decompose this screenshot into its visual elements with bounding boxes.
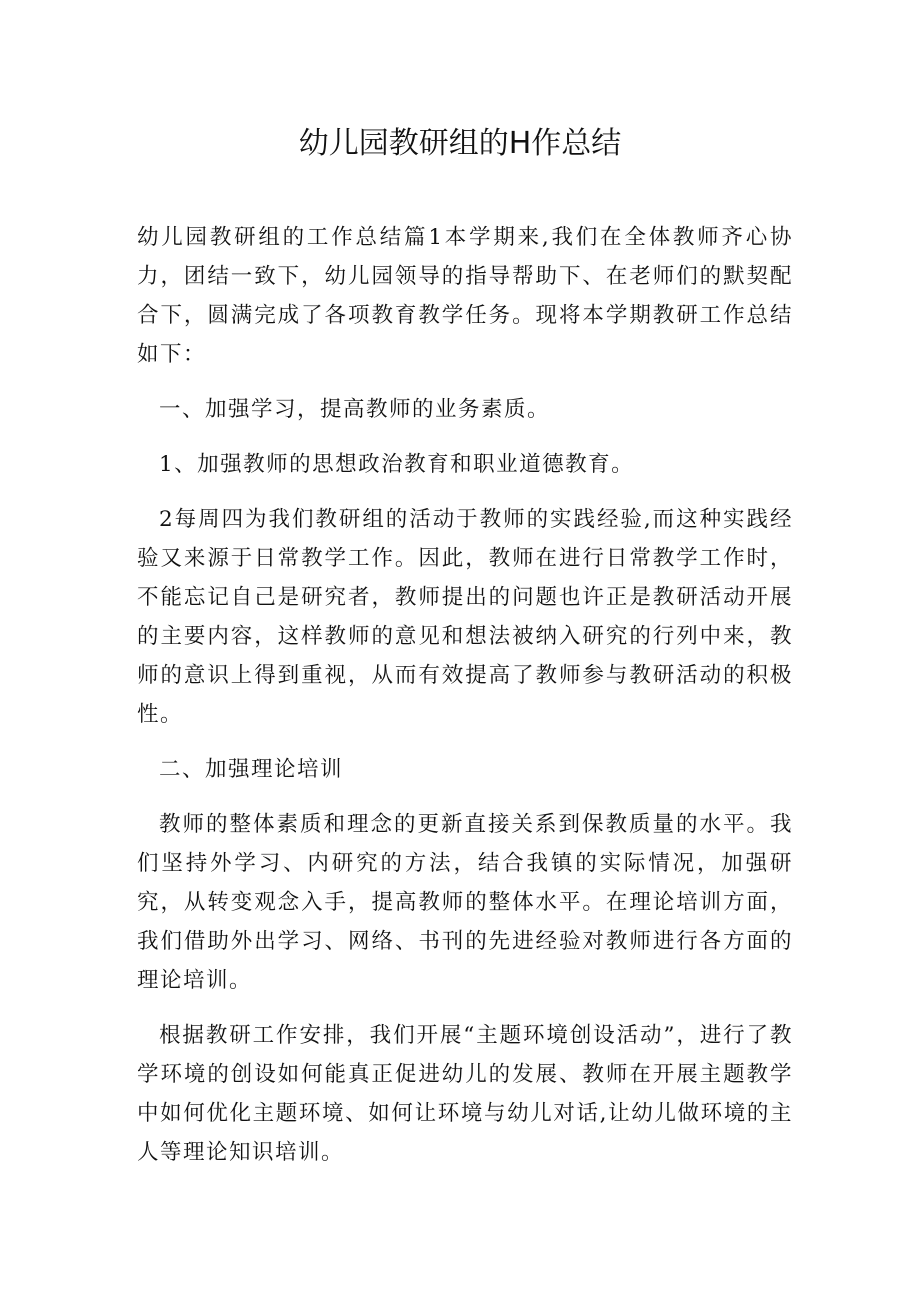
paragraph-intro: 幼儿园教研组的工作总结篇1本学期来,我们在全体教师齐心协力，团结一致下，幼儿园领导的指导帮助下、在老师们的默契配合下，圆满完成了各项教育教学任务。现将本学期教研工作总结如下： <box>137 225 793 367</box>
paragraph-theory-training: 教师的整体素质和理念的更新直接关系到保教质量的水平。我们坚持外学习、内研究的方法，结合我镇的实际情况，加强研究，从转变观念入手，提高教师的整体水平。在理论培训方面，我们借助外出学习、网络、书刊的先进经验对教师进行各方面的理论培训。 <box>137 812 793 993</box>
paragraph-environment-activity: 根据教研工作安排，我们开展“主题环境创设活动”，进行了教学环境的创设如何能真正促进幼儿的发展、教师在开展主题教学中如何优化主题环境、如何让环境与幼儿对话,让幼儿做环境的主人等理论知识培训。 <box>137 1023 793 1165</box>
paragraph-item-1: 1、加强教师的思想政治教育和职业道德教育。 <box>159 452 635 477</box>
paragraph-section-1-heading: 一、加强学习，提高教师的业务素质。 <box>159 397 551 422</box>
page-title: 幼儿园教研组的H作总结 <box>298 126 622 161</box>
document-body <box>137 218 793 1188</box>
paragraph-item-2: 2每周四为我们教研组的活动于教师的实践经验,而这种实践经验又来源于日常教学工作。因此，教师在进行日常教学工作时，不能忘记自己是研究者，教师提出的问题也许正是教研活动开展的主要内容，这样教师的意见和想法被纳入研究的行列中来，教师的意识上得到重视，从而有效提高了教师参与教研活动的积极性。 <box>137 507 793 727</box>
paragraph-section-2-heading: 二、加强理论培训 <box>159 757 344 782</box>
